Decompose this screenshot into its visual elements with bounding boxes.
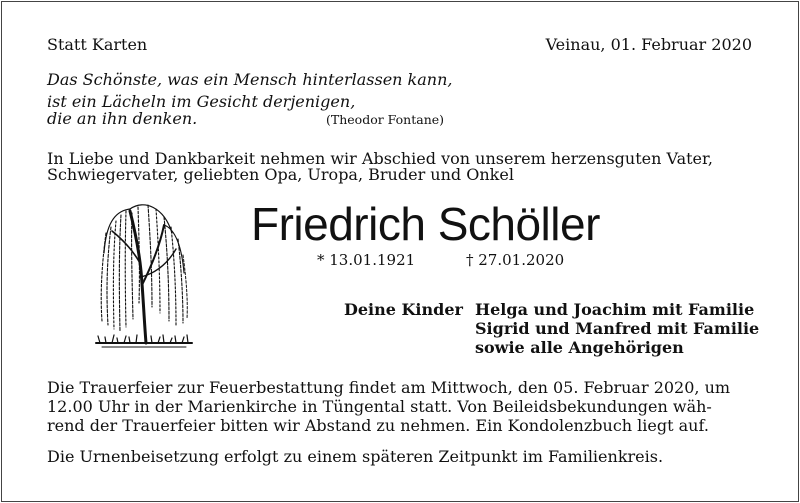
header-date: Veinau, 01. Februar 2020 — [545, 35, 752, 54]
quote-line: ist ein Lächeln im Gesicht derjenigen, — [47, 92, 356, 111]
quote-line: die an ihn denken. — [47, 109, 198, 128]
quote-line: Das Schönste, was ein Mensch hinterlassen kann, — [47, 70, 453, 89]
funeral-line: rend der Trauerfeier bitten wir Abstand zu nehmen. Ein Kondolenzbuch liegt auf. — [47, 416, 709, 435]
funeral-line: 12.00 Uhr in der Marienkirche in Tüngental statt. Von Beileidsbekundungen wäh- — [47, 397, 712, 416]
header-left: Statt Karten — [47, 35, 148, 54]
mourner-line: sowie alle Angehörigen — [475, 338, 684, 357]
quote-author: (Theodor Fontane) — [326, 112, 445, 127]
funeral-line: Die Trauerfeier zur Feuerbestattung findet am Mittwoch, den 05. Februar 2020, um — [47, 378, 731, 397]
mourner-line: Helga und Joachim mit Familie — [475, 300, 755, 319]
deceased-name: Friedrich Schöller — [251, 198, 600, 250]
birth-date: * 13.01.1921 — [317, 251, 416, 269]
mourners-label: Deine Kinder — [344, 300, 463, 319]
intro-line: In Liebe und Dankbarkeit nehmen wir Abschied von unserem herzensguten Vater, — [47, 149, 713, 168]
mourner-line: Sigrid und Manfred mit Familie — [475, 319, 760, 338]
weeping-willow-icon — [94, 193, 194, 355]
burial-text: Die Urnenbeisetzung erfolgt zu einem späteren Zeitpunkt im Familienkreis. — [47, 447, 664, 466]
death-date: † 27.01.2020 — [466, 251, 565, 269]
intro-line: Schwiegervater, geliebten Opa, Uropa, Bruder und Onkel — [47, 165, 514, 184]
